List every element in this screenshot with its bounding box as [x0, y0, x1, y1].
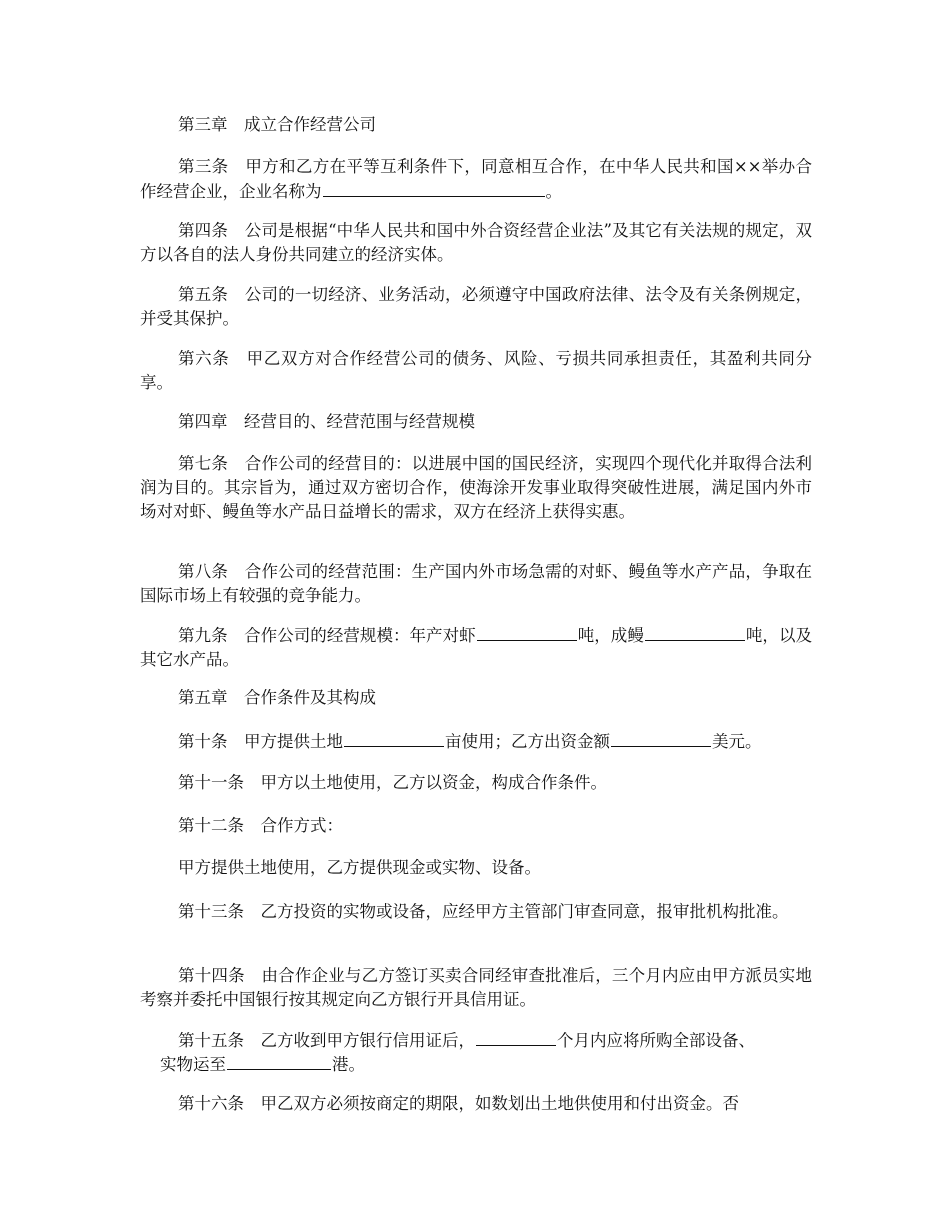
article-9: 第九条 合作公司的经营规模：年产对虾 吨，成鳗 吨，以及其它水产品。 [140, 623, 812, 672]
chapter-4-heading: 第四章 经营目的、经营范围与经营规模 [178, 412, 475, 431]
article-12: 第十二条 合作方式： [178, 816, 343, 835]
shrimp-output-blank[interactable] [477, 623, 577, 641]
article-3: 第三条 甲方和乙方在平等互利条件下，同意相互合作，在中华人民共和国××举办合作经营企业，企业名称为 。 [140, 157, 812, 201]
article-13: 第十三条 乙方投资的实物或设备，应经甲方主管部门审查同意，报审批机构批准。 [178, 902, 789, 921]
article-8: 第八条 合作公司的经营范围：生产国内外市场急需的对虾、鳗鱼等水产产品，争取在国际市场上有较强的竞争能力。 [140, 562, 812, 605]
land-area-blank[interactable] [344, 729, 444, 747]
months-blank[interactable] [476, 1028, 556, 1046]
company-name-blank[interactable] [323, 179, 545, 197]
article-15: 第十五条 乙方收到甲方银行信用证后， 个月内应将所购全部设备、 [140, 1028, 812, 1053]
eel-output-blank[interactable] [645, 623, 745, 641]
article-11: 第十一条 甲方以土地使用，乙方以资金，构成合作条件。 [178, 773, 607, 792]
article-16: 第十六条 甲乙双方必须按商定的期限，如数划出土地供使用和付出资金。否 [178, 1094, 739, 1113]
cooperation-method: 甲方提供土地使用，乙方提供现金或实物、设备。 [178, 858, 541, 877]
investment-amount-blank[interactable] [611, 729, 711, 747]
article-15-continued: 实物运至 港。 [160, 1052, 832, 1077]
port-blank[interactable] [227, 1052, 331, 1070]
chapter-3-heading: 第三章 成立合作经营公司 [178, 115, 376, 134]
article-7: 第七条 合作公司的经营目的：以进展中国的国民经济，实现四个现代化并取得合法利润为目的。其宗旨为，通过双方密切合作，使海涂开发事业取得突破性进展，满足国内外市场对对虾、鳗鱼等水产品日益增长的需求，双方在经济上获得实惠。 [140, 454, 812, 521]
article-4: 第四条 公司是根据“中华人民共和国中外合资经营企业法”及其它有关法规的规定，双方以各自的法人身份共同建立的经济实体。 [140, 221, 812, 264]
article-5: 第五条 公司的一切经济、业务活动，必须遵守中国政府法律、法令及有关条例规定，并受其保护。 [140, 285, 812, 328]
article-6: 第六条 甲乙双方对合作经营公司的债务、风险、亏损共同承担责任，其盈利共同分享。 [140, 349, 812, 392]
chapter-5-heading: 第五章 合作条件及其构成 [178, 688, 376, 707]
article-10: 第十条 甲方提供土地 亩使用；乙方出资金额 美元。 [140, 729, 812, 754]
article-14: 第十四条 由合作企业与乙方签订买卖合同经审查批准后，三个月内应由甲方派员实地考察并委托中国银行按其规定向乙方银行开具信用证。 [140, 966, 812, 1009]
